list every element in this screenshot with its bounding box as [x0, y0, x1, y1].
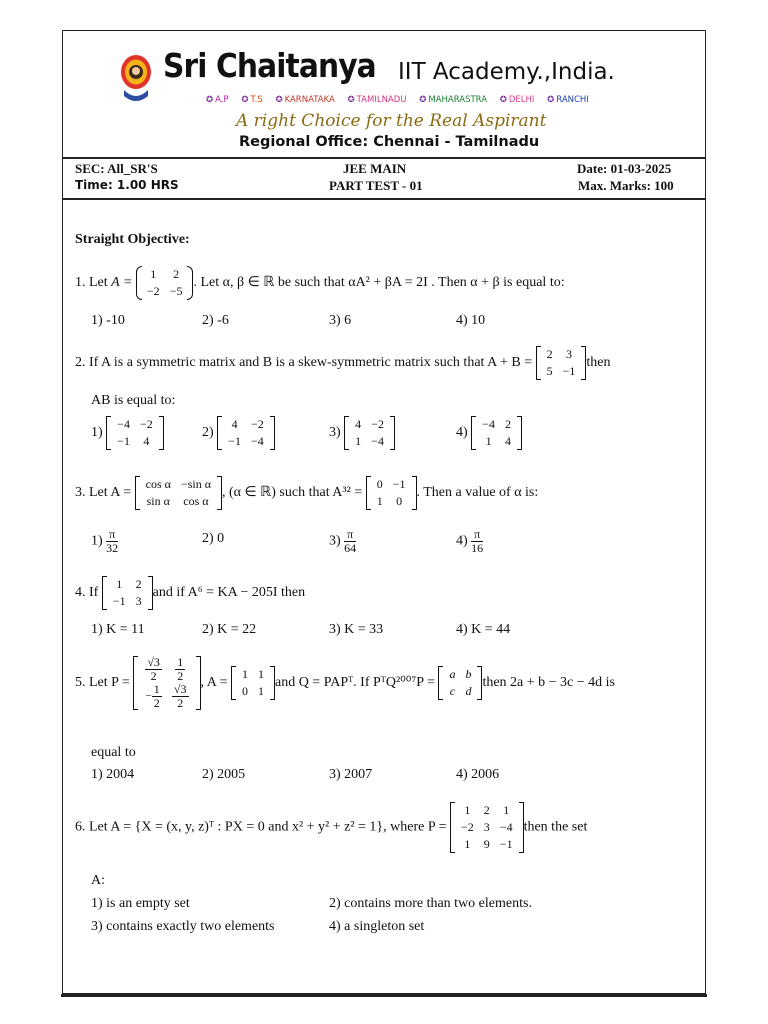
question-text: A:	[91, 873, 105, 888]
state-item: ✪ TAMILNADU	[347, 95, 407, 105]
matrix: 2 3 5 −1	[536, 346, 587, 380]
question-1	[75, 266, 565, 300]
question-text: AB is equal to:	[91, 393, 176, 408]
question-text: 5. Let P =	[75, 675, 130, 691]
option: 1) $\frac{\pi}{32}$	[91, 527, 119, 555]
option: 4) K = 44	[456, 622, 511, 637]
option: 1) is an empty set	[91, 896, 190, 911]
state-list	[206, 95, 599, 105]
question-3	[75, 476, 538, 510]
tagline: A right Choice for the Real Aspirant	[236, 111, 547, 131]
matrix: 1 2 1 −2 3 −4 1 9 −1	[450, 802, 524, 853]
academy-logo-icon	[118, 50, 154, 106]
option: 4) 2006	[456, 767, 500, 782]
option: 2) -6	[202, 313, 229, 328]
option: 4) $\frac{\pi}{16}$	[456, 527, 484, 555]
matrix: −4 −2 −1 4	[106, 416, 164, 450]
option: 3) 4 −2 1 −4	[329, 416, 395, 450]
state-item: ✪ MAHARASTRA	[419, 95, 488, 105]
brand-name: Sri Chaitanya	[163, 46, 376, 85]
question-text: . Let α, β ∈ ℝ be such that αA² + βA = 2I . Then α + β is equal to:	[193, 275, 565, 291]
option: 3) 6	[329, 313, 352, 328]
option: 2) 0	[202, 531, 225, 546]
matrix-label: A =	[111, 275, 133, 291]
divider	[62, 198, 706, 200]
matrix: 0 −1 1 0	[366, 476, 417, 510]
option: 4) a singleton set	[329, 919, 425, 934]
option: 2) 4 −2 −1 −4	[202, 416, 275, 450]
question-text: 4. If	[75, 585, 99, 601]
question-text: 3. Let A =	[75, 485, 132, 501]
question-text: then the set	[523, 819, 588, 835]
question-text: , A =	[200, 675, 228, 691]
option: 1) 2004	[91, 767, 135, 782]
section-info: SEC: All_SR'S	[75, 161, 158, 176]
state-item: ✪ RANCHI	[547, 95, 589, 105]
matrix: 4 −2 1 −4	[344, 416, 395, 450]
brand-suffix: IIT Academy.,India.	[398, 59, 615, 85]
matrix: a b c d	[438, 666, 482, 700]
state-item: ✪ A.P	[206, 95, 229, 105]
option: 1) K = 11	[91, 622, 145, 637]
time-info: Time: 1.00 HRS	[75, 178, 179, 192]
exam-date: Date: 01-03-2025	[577, 161, 672, 176]
question-text: , (α ∈ ℝ) such that A³² =	[221, 485, 363, 501]
question-2	[75, 346, 611, 380]
question-text: 1. Let	[75, 275, 112, 291]
exam-name: JEE MAIN	[343, 161, 407, 176]
question-text: 6. Let A = {X = (x, y, z)ᵀ : PX = 0 and x² + y² + z² = 1}, where P =	[75, 819, 447, 835]
max-marks: Max. Marks: 100	[578, 178, 674, 193]
option: 1) -10	[91, 313, 125, 328]
question-6	[75, 802, 587, 853]
question-text: and Q = PAPᵀ. If PᵀQ²⁰⁰⁷P =	[274, 675, 435, 691]
state-item: ✪ DELHI	[499, 95, 535, 105]
option: 3) K = 33	[329, 622, 384, 637]
matrix: 1 2 −2 −5	[136, 266, 194, 300]
question-text: equal to	[91, 745, 136, 760]
option: 4) −4 2 1 4	[456, 416, 522, 450]
option: 2) 2005	[202, 767, 246, 782]
matrix: 4 −2 −1 −4	[217, 416, 275, 450]
option: 3) $\frac{\pi}{64}$	[329, 527, 357, 555]
option: 3) 2007	[329, 767, 373, 782]
question-text: 2. If A is a symmetric matrix and B is a skew-symmetric matrix such that A + B =	[75, 355, 533, 371]
question-5	[75, 656, 615, 710]
test-name: PART TEST - 01	[329, 178, 423, 193]
question-4	[75, 576, 305, 610]
divider	[62, 157, 706, 159]
option: 4) 10	[456, 313, 486, 328]
matrix: cos α −sin α sin α cos α	[135, 476, 222, 510]
matrix: 1 2 −1 3	[102, 576, 153, 610]
state-item: ✪ T.S	[241, 95, 263, 105]
question-text: then 2a + b − 3c − 4d is	[482, 675, 615, 691]
section-title: Straight Objective:	[75, 232, 190, 247]
question-text: and if A⁶ = KA − 205I then	[152, 585, 306, 601]
question-text: then	[586, 355, 611, 371]
option: 2) contains more than two elements.	[329, 896, 532, 911]
option: 2) K = 22	[202, 622, 257, 637]
matrix: $\frac{√3}{2}$ $\frac{1}{2}$ − $\frac{1}{2}$ $\frac{√3}{2}$	[133, 656, 200, 710]
option: 1) −4 −2 −1 4	[91, 416, 164, 450]
state-item: ✪ KARNATAKA	[275, 95, 335, 105]
matrix: 1 1 0 1	[231, 666, 275, 700]
option: 3) contains exactly two elements	[91, 919, 275, 934]
regional-office: Regional Office: Chennai - Tamilnadu	[239, 134, 540, 150]
matrix: −4 2 1 4	[471, 416, 522, 450]
question-text: . Then a value of α is:	[416, 485, 539, 501]
